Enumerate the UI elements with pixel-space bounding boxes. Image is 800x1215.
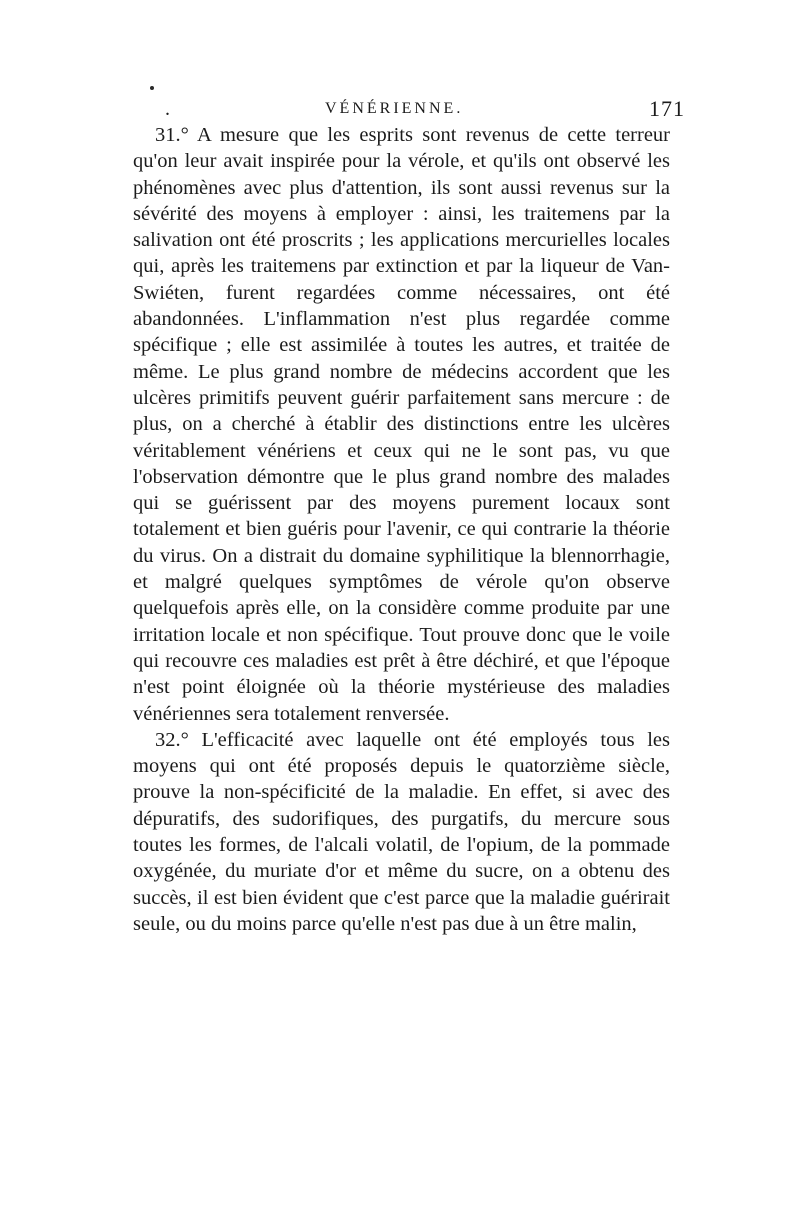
body-text — [133, 122, 670, 937]
paragraph-31: 31.° A mesure que les esprits sont revenus de cette terreur qu'on leur avait inspirée pour la vérole, et qu'ils ont observé les phénomènes avec plus d'attention, ils sont aussi revenus sur la sévérité des moyens à employer : ainsi, les traitemens par la salivation ont été proscrits ; les applications mercurielles locales qui, après les traitemens par extinction et par la liqueur de Van-Swiéten, furent regardées comme nécessaires, ont été abandonnées. L'inflammation n'est plus regardée comme spécifique ; elle est assimilée à toutes les autres, et traitée de même. Le plus grand nombre de médecins accordent que les ulcères primitifs peuvent guérir parfaitement sans mercure : de plus, on a cherché à établir des distinctions entre les ulcères véritablement vénériens et ceux qui ne le sont pas, vu que l'observation démontre que le plus grand nombre des malades qui se guérissent par des moyens purement locaux sont totalement et bien guéris pour l'avenir, ce qui contrarie la théorie du virus. On a distrait du domaine syphilitique la blennorrhagie, et malgré quelques symptômes de vérole qu'on observe quelquefois après elle, on la considère comme produite par une irritation locale et non spécifique. Tout prouve donc que le voile qui recouvre ces maladies est prêt à être déchiré, et que l'époque n'est point éloignée où la théorie mystérieuse des maladies vénériennes sera totalement renversée. — [133, 124, 670, 725]
ink-speck — [150, 86, 154, 90]
paragraph-32: 32.° L'efficacité avec laquelle ont été employés tous les moyens qui ont été proposés depuis le quatorzième siècle, prouve la non-spécificité de la maladie. En effet, si avec des dépuratifs, des sudorifiques, des purgatifs, du mercure sous toutes les formes, de l'alcali volatil, de l'opium, de la pommade oxygénée, du muriate d'or et même du sucre, on a obtenu des succès, il est bien évident que c'est parce que la maladie guérirait seule, ou du moins parce qu'elle n'est pas due à un être malin, — [133, 728, 670, 935]
page-header — [165, 96, 685, 124]
running-title: VÉNÉRIENNE. — [325, 100, 464, 117]
header-bullet: . — [165, 98, 170, 120]
page-number: 171 — [649, 96, 685, 121]
